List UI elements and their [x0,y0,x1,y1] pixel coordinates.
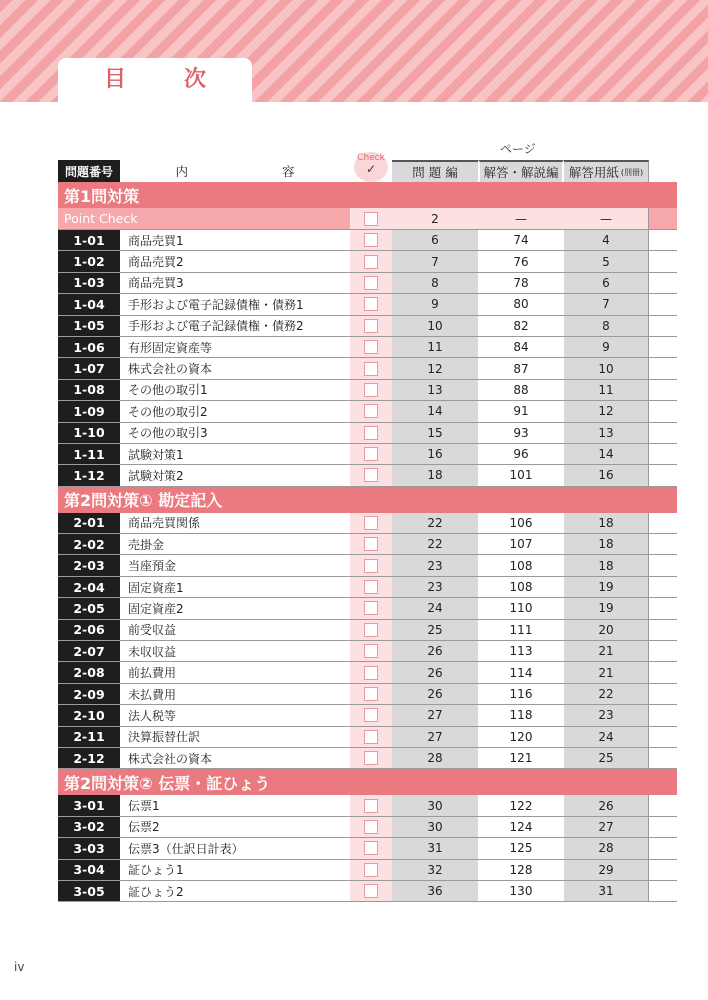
problem-number: 2-08 [58,662,120,682]
table-row [58,817,677,838]
sheets-page: 29 [564,860,649,880]
answers-page: 101 [509,468,533,483]
problem-content: 固定資産2 [128,601,184,616]
check-cell[interactable] [350,465,392,485]
table-row [58,881,677,902]
problem-number: 1-12 [58,465,120,485]
table-row [58,684,677,705]
problem-number: 1-11 [58,444,120,464]
problems-page: 9 [392,294,478,314]
problem-content: 手形および電子記録債権・債務1 [128,297,304,312]
page-title: 目 次 [103,67,224,92]
checkbox[interactable] [364,601,378,615]
checkbox[interactable] [364,623,378,637]
table-row [58,273,677,294]
check-word: Check [357,153,385,163]
sheets-page: 18 [564,513,649,533]
answers-page: 93 [513,425,529,440]
problem-number: 1-06 [58,337,120,357]
col-header-problems: 問 題 編 [392,160,478,182]
problems-page: 10 [392,316,478,336]
table-row [58,727,677,748]
checkbox[interactable] [364,212,378,226]
problem-number: 1-09 [58,401,120,421]
checkmark-icon: ✓ [365,162,377,176]
problems-page: 28 [392,748,478,768]
sheets-page: 19 [564,577,649,597]
point-check-row [58,208,677,230]
problems-page: 22 [392,534,478,554]
check-cell[interactable] [350,620,392,640]
section-title: 第2問対策① 勘定記入 [64,491,223,511]
problem-content: 法人税等 [128,708,177,723]
answers-page: 121 [509,751,533,766]
checkbox[interactable] [364,799,378,813]
sheets-page: — [564,208,649,229]
check-cell[interactable] [350,881,392,901]
sheets-page: 23 [564,705,649,725]
problem-content: 前払費用 [128,666,177,681]
checkbox[interactable] [364,751,378,765]
table-row [58,555,677,576]
check-cell[interactable] [350,838,392,858]
problems-page: 14 [392,401,478,421]
answers-page: 113 [509,644,533,659]
table-row [58,513,677,534]
problems-page: 27 [392,705,478,725]
problem-content: 試験対策1 [128,447,184,462]
section-title: 第1問対策 [64,186,140,206]
sheets-page: 28 [564,838,649,858]
table-row [58,401,677,422]
answers-page: 120 [509,729,533,744]
checkbox[interactable] [364,255,378,269]
problem-content: 伝票2 [128,820,160,835]
col-header-content [120,160,350,182]
problem-number: 2-05 [58,598,120,618]
problem-content: 商品売買3 [128,276,184,291]
answers-page: 76 [513,254,529,269]
point-check-label: Point Check [64,211,138,226]
check-cell[interactable] [350,380,392,400]
sheets-page: 24 [564,727,649,747]
problems-page: 26 [392,641,478,661]
table-row [58,358,677,379]
problems-page: 31 [392,838,478,858]
table-row [58,598,677,619]
sheets-page: 16 [564,465,649,485]
check-cell[interactable] [350,251,392,271]
answers-page: 74 [513,233,529,248]
problem-number: 2-01 [58,513,120,533]
answers-page: 111 [509,622,533,637]
sheets-page: 13 [564,423,649,443]
checkbox[interactable] [364,537,378,551]
table-row [58,316,677,337]
check-cell[interactable] [350,534,392,554]
problems-page: 30 [392,795,478,815]
answers-page: 116 [509,687,533,701]
problems-page: 24 [392,598,478,618]
toc-body [58,182,677,902]
check-cell[interactable] [350,641,392,661]
sheets-page: 4 [564,230,649,250]
answers-page: 78 [513,275,529,290]
check-cell[interactable] [350,817,392,837]
problem-number: 2-04 [58,577,120,597]
sheets-page: 26 [564,795,649,815]
problem-content: 決算振替仕訳 [128,730,201,745]
problems-page: 27 [392,727,478,747]
section-title: 第2問対策② 伝票・証ひょう [64,773,271,793]
check-cell[interactable] [350,358,392,378]
col-header-content-right: 容 [282,164,295,179]
answers-page: 122 [509,798,533,813]
table-row [58,251,677,272]
answers-page: 128 [509,862,533,877]
sheets-page: 10 [564,358,649,378]
table-row [58,795,677,816]
col-header-check [350,153,392,182]
col-header-sheets-label: 解答用紙 [568,165,619,180]
checkbox[interactable] [364,666,378,680]
table-header [58,153,677,182]
answers-page: 87 [513,361,529,376]
checkbox[interactable] [364,559,378,573]
check-cell[interactable] [350,208,392,229]
table-row [58,230,677,251]
problem-content: 証ひょう1 [128,863,184,878]
problems-page: 25 [392,620,478,640]
problem-number: 2-09 [58,684,120,704]
answers-page: 130 [509,884,533,899]
page-folio: iv [14,960,25,974]
col-header-answers: 解答・解説編 [478,160,564,182]
problem-content: 有形固定資産等 [128,340,213,355]
problem-number: 1-07 [58,358,120,378]
sheets-page: 21 [564,662,649,682]
problem-number: 2-11 [58,727,120,747]
problem-content: 伝票3（仕訳日計表） [128,841,244,856]
checkbox[interactable] [364,730,378,744]
table-row [58,641,677,662]
checkbox[interactable] [364,884,378,898]
answers-page: 118 [509,708,533,723]
col-header-no: 問題番号 [58,160,120,182]
problem-number: 1-08 [58,380,120,400]
sheets-page: 7 [564,294,649,314]
problem-content: 前受収益 [128,623,177,638]
check-cell[interactable] [350,230,392,250]
check-cell[interactable] [350,513,392,533]
sheets-page: 21 [564,641,649,661]
checkbox[interactable] [364,708,378,722]
sheets-page: 25 [564,748,649,768]
sheets-page: 14 [564,444,649,464]
check-cell[interactable] [350,860,392,880]
checkbox[interactable] [364,447,378,461]
problem-number: 2-07 [58,641,120,661]
problem-content: 試験対策2 [128,468,184,483]
answers-page: 108 [509,558,533,573]
problem-number: 1-01 [58,230,120,250]
problem-number: 1-02 [58,251,120,271]
checkbox[interactable] [364,426,378,440]
sheets-page: 5 [564,251,649,271]
answers-page: 106 [509,515,533,530]
table-row [58,577,677,598]
sheets-page: 20 [564,620,649,640]
answers-page: 108 [509,580,533,595]
checkbox[interactable] [364,233,378,247]
table-row [58,620,677,641]
check-cell[interactable] [350,795,392,815]
checkbox[interactable] [364,820,378,834]
check-cell[interactable] [350,662,392,682]
checkbox[interactable] [364,644,378,658]
problem-number: 2-03 [58,555,120,575]
checkbox[interactable] [364,580,378,594]
problem-number: 3-04 [58,860,120,880]
page-column-label: ページ [500,142,536,156]
table-row [58,860,677,881]
section-header [58,769,677,795]
problems-page: 8 [392,273,478,293]
sheets-page: 8 [564,316,649,336]
problem-content: 売掛金 [128,537,165,552]
problem-number: 2-02 [58,534,120,554]
table-row [58,444,677,465]
problem-number: 1-05 [58,316,120,336]
checkbox[interactable] [364,297,378,311]
problem-number: 2-06 [58,620,120,640]
problems-page: 7 [392,251,478,271]
check-cell[interactable] [350,705,392,725]
table-row [58,838,677,859]
problems-page: 13 [392,380,478,400]
check-cell[interactable] [350,684,392,704]
checkbox[interactable] [364,383,378,397]
sheets-page: 9 [564,337,649,357]
answers-page: — [478,208,564,229]
check-cell[interactable] [350,294,392,314]
sheets-page: 27 [564,817,649,837]
problems-page: 15 [392,423,478,443]
problems-page: 2 [392,208,478,229]
checkbox[interactable] [364,687,378,701]
col-header-sheets-note: (別冊) [620,167,644,177]
checkbox[interactable] [364,319,378,333]
table-row [58,534,677,555]
checkbox[interactable] [364,276,378,290]
table-row [58,380,677,401]
check-cell[interactable] [350,598,392,618]
checkbox[interactable] [364,362,378,376]
section-header [58,182,677,208]
check-cell[interactable] [350,555,392,575]
check-badge [354,152,388,182]
checkbox[interactable] [364,841,378,855]
table-row [58,294,677,315]
problems-page: 26 [392,662,478,682]
sheets-page: 22 [564,684,649,704]
check-cell[interactable] [350,423,392,443]
problem-content: 伝票1 [128,799,160,814]
problems-page: 16 [392,444,478,464]
checkbox[interactable] [364,468,378,482]
answers-page: 114 [509,665,533,680]
table-row [58,337,677,358]
problem-content: 未払費用 [128,687,177,702]
sheets-page: 11 [564,380,649,400]
answers-page: 82 [513,318,529,333]
problem-content: 固定資産1 [128,580,184,595]
problem-number: 3-01 [58,795,120,815]
check-cell[interactable] [350,727,392,747]
check-cell[interactable] [350,401,392,421]
table-row [58,705,677,726]
sheets-page: 18 [564,534,649,554]
answers-page: 124 [509,819,533,834]
answers-page: 110 [509,601,533,616]
sheets-page: 6 [564,273,649,293]
problem-number: 3-02 [58,817,120,837]
problems-page: 22 [392,513,478,533]
problem-content: 証ひょう2 [128,884,184,899]
check-cell[interactable] [350,748,392,768]
problem-number: 1-10 [58,423,120,443]
col-header-sheets [564,160,649,182]
problem-number: 2-10 [58,705,120,725]
answers-page: 80 [513,297,529,312]
problems-page: 18 [392,465,478,485]
problems-page: 26 [392,684,478,704]
problems-page: 23 [392,555,478,575]
problem-number: 3-05 [58,881,120,901]
problem-number: 2-12 [58,748,120,768]
problem-number: 1-03 [58,273,120,293]
problem-content: その他の取引2 [128,404,208,419]
col-header-content-left: 内 [175,164,188,179]
problems-page: 6 [392,230,478,250]
check-cell[interactable] [350,444,392,464]
problems-page: 12 [392,358,478,378]
problem-number: 3-03 [58,838,120,858]
problem-content: 株式会社の資本 [128,362,213,377]
problem-content: 当座預金 [128,559,177,574]
problems-page: 36 [392,881,478,901]
sheets-page: 31 [564,881,649,901]
answers-page: 91 [513,404,529,419]
checkbox[interactable] [364,863,378,877]
answers-page: 84 [513,340,529,355]
table-row [58,662,677,683]
check-cell[interactable] [350,316,392,336]
check-cell[interactable] [350,577,392,597]
problems-page: 11 [392,337,478,357]
check-cell[interactable] [350,273,392,293]
problem-content: その他の取引1 [128,383,208,398]
answers-page: 88 [513,382,529,397]
table-row [58,465,677,486]
problem-content: 株式会社の資本 [128,751,213,766]
answers-page: 125 [509,841,533,856]
sheets-page: 18 [564,555,649,575]
table-row [58,748,677,769]
answers-page: 107 [509,537,533,552]
problem-number: 1-04 [58,294,120,314]
problems-page: 23 [392,577,478,597]
answers-page: 96 [513,447,529,462]
sheets-page: 12 [564,401,649,421]
sheets-page: 19 [564,598,649,618]
problems-page: 32 [392,860,478,880]
problem-content: 手形および電子記録債権・債務2 [128,319,304,334]
check-cell[interactable] [350,337,392,357]
section-header [58,487,677,513]
problem-content: 未収収益 [128,644,177,659]
problem-content: 商品売買2 [128,255,184,270]
problems-page: 30 [392,817,478,837]
toc-table [58,153,677,902]
problem-content: 商品売買関係 [128,516,201,531]
checkbox[interactable] [364,404,378,418]
checkbox[interactable] [364,516,378,530]
checkbox[interactable] [364,340,378,354]
table-row [58,423,677,444]
problem-content: その他の取引3 [128,426,208,441]
problem-content: 商品売買1 [128,233,184,248]
